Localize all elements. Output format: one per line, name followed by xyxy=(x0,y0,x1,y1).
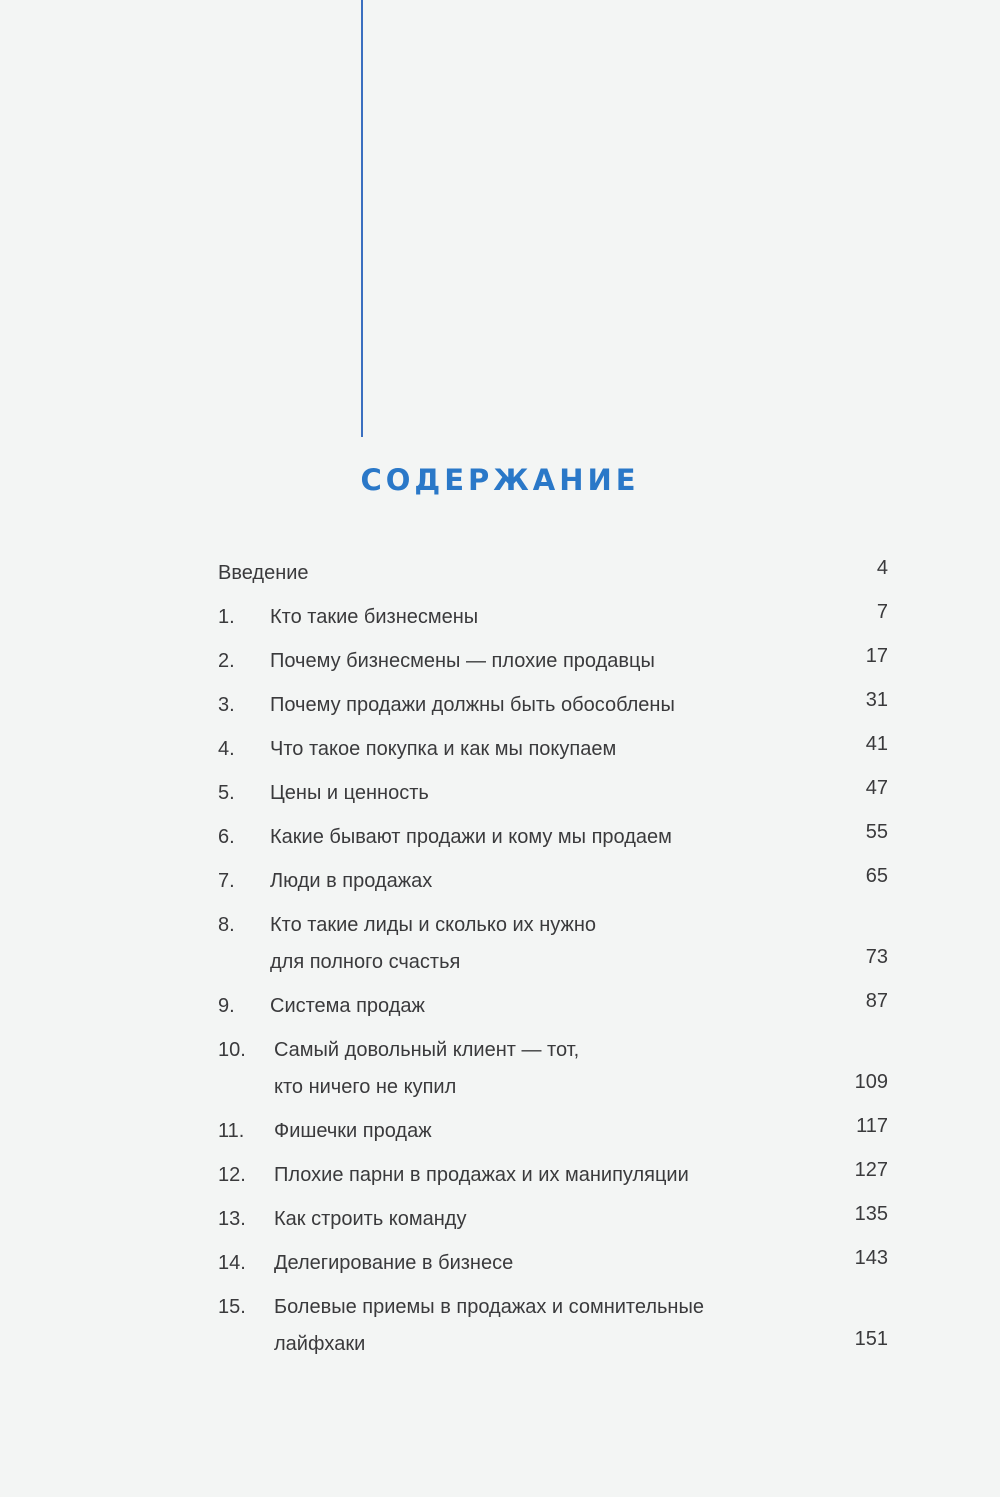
toc-entry-title-line: Кто такие бизнесмены xyxy=(270,606,479,628)
toc-entry-intro xyxy=(218,555,888,592)
toc-entry-title xyxy=(274,1032,855,1106)
toc-entry xyxy=(218,819,888,856)
toc-entry xyxy=(218,907,888,981)
toc-entry-page: 117 xyxy=(856,1115,888,1137)
toc-entry-number: 7. xyxy=(218,870,235,892)
toc-entry xyxy=(218,687,888,724)
toc-entry-number: 15. xyxy=(218,1296,246,1318)
toc-entry-page: 127 xyxy=(854,1159,888,1181)
toc-entry-title-line: Какие бывают продажи и кому мы продаем xyxy=(270,826,672,848)
table-of-contents xyxy=(218,555,888,1370)
toc-entry-title-line: Плохие парни в продажах и их манипуляции xyxy=(274,1164,689,1186)
toc-entry-title xyxy=(270,819,866,856)
toc-entry-page: 55 xyxy=(865,821,888,843)
toc-entry-page: 17 xyxy=(865,645,888,667)
toc-entry xyxy=(218,1113,888,1150)
toc-entry-number: 12. xyxy=(218,1164,246,1186)
toc-entry-number: 5. xyxy=(218,782,235,804)
toc-entry-title-line: Болевые приемы в продажах и сомнительные xyxy=(274,1296,704,1318)
toc-entry xyxy=(218,1289,888,1363)
toc-entry-title-line: Самый довольный клиент — тот, xyxy=(274,1039,580,1061)
toc-entry-title xyxy=(270,643,866,680)
toc-entry-number: 1. xyxy=(218,606,235,628)
toc-entry-title xyxy=(274,1201,855,1238)
toc-entry-title-line: Люди в продажах xyxy=(270,870,433,892)
toc-entry-page: 73 xyxy=(865,946,888,968)
toc-entry-title-line: для полного счастья xyxy=(270,951,461,973)
toc-entry xyxy=(218,1201,888,1238)
toc-entry-title xyxy=(270,863,866,900)
toc-entry-number: 2. xyxy=(218,650,235,672)
toc-entry-title xyxy=(270,775,866,812)
toc-entry-title-line: Фишечки продаж xyxy=(274,1120,432,1142)
toc-entry-page: 135 xyxy=(854,1203,888,1225)
toc-entry-title-line: кто ничего не купил xyxy=(274,1076,457,1098)
toc-entry-title xyxy=(274,1113,856,1150)
toc-entry-title: Введение xyxy=(218,562,309,584)
toc-entry xyxy=(218,599,888,636)
toc-entry-page: 65 xyxy=(865,865,888,887)
toc-entry-title-line: Почему бизнесмены — плохие продавцы xyxy=(270,650,655,672)
toc-entry xyxy=(218,1245,888,1282)
toc-entry xyxy=(218,775,888,812)
toc-entry-title xyxy=(274,1157,855,1194)
toc-entry-number: 10. xyxy=(218,1039,246,1061)
toc-entry-page: 109 xyxy=(854,1071,888,1093)
toc-entry-title xyxy=(270,731,866,768)
toc-entry-title-line: Почему продажи должны быть обособлены xyxy=(270,694,675,716)
toc-entry-title-line: Что такое покупка и как мы покупаем xyxy=(270,738,617,760)
toc-entry xyxy=(218,731,888,768)
toc-entry-number: 9. xyxy=(218,995,235,1017)
toc-entry-title xyxy=(270,988,866,1025)
page-title: СОДЕРЖАНИЕ xyxy=(360,463,640,497)
toc-entry xyxy=(218,988,888,1025)
toc-entry-page: 151 xyxy=(854,1328,888,1350)
toc-entry xyxy=(218,1032,888,1106)
toc-entry-number: 4. xyxy=(218,738,235,760)
toc-entry-title xyxy=(270,599,877,636)
toc-entry-number: 13. xyxy=(218,1208,246,1230)
toc-entry-title-line: Система продаж xyxy=(270,995,425,1017)
toc-entry-page: 31 xyxy=(865,689,888,711)
toc-entry-number: 3. xyxy=(218,694,235,716)
toc-entry-page: 87 xyxy=(865,990,888,1012)
toc-entry-page: 41 xyxy=(865,733,888,755)
toc-entry xyxy=(218,863,888,900)
toc-entry-page: 143 xyxy=(854,1247,888,1269)
toc-entry-title-line: Делегирование в бизнесе xyxy=(274,1252,514,1274)
toc-entry-title xyxy=(270,907,866,981)
toc-entry-number: 8. xyxy=(218,914,235,936)
toc-entry-title xyxy=(274,1245,855,1282)
toc-entry xyxy=(218,643,888,680)
toc-entry-page: 47 xyxy=(865,777,888,799)
toc-entry-number: 11. xyxy=(218,1120,245,1142)
toc-entries xyxy=(218,599,888,1363)
toc-entry-title-line: Цены и ценность xyxy=(270,782,429,804)
toc-entry-page: 7 xyxy=(876,601,888,623)
toc-entry-title-line: Как строить команду xyxy=(274,1208,467,1230)
toc-entry-number: 14. xyxy=(218,1252,246,1274)
toc-entry xyxy=(218,1157,888,1194)
toc-entry-title-line: Кто такие лиды и сколько их нужно xyxy=(270,914,597,936)
toc-entry-number: 6. xyxy=(218,826,235,848)
toc-entry-title-line: лайфхаки xyxy=(274,1333,366,1355)
toc-entry-page: 4 xyxy=(876,557,888,579)
toc-entry-title xyxy=(274,1289,855,1363)
toc-entry-title xyxy=(270,687,866,724)
vertical-rule xyxy=(361,0,363,437)
